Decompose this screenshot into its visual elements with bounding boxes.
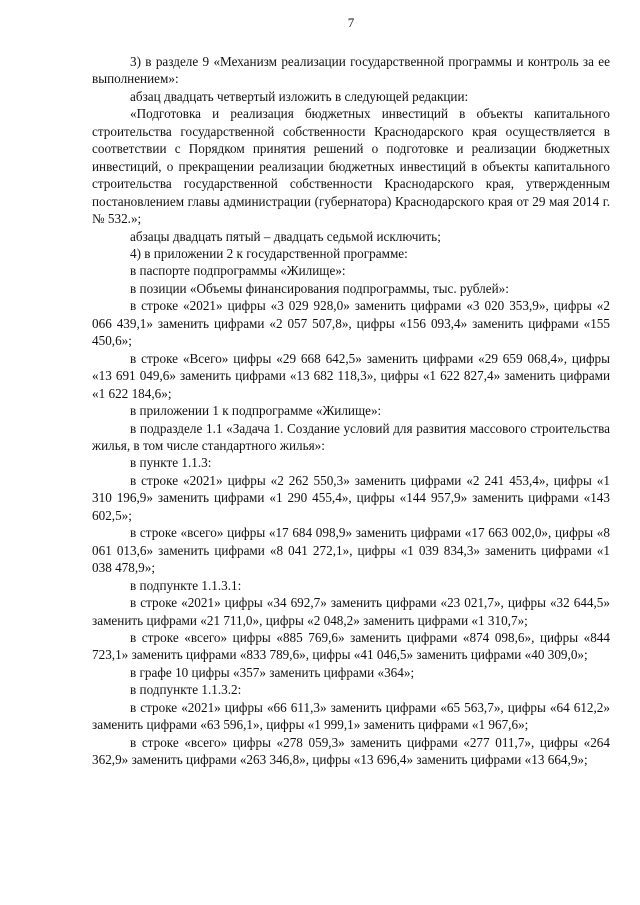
paragraph: в позиции «Объемы финансирования подпрограммы, тыс. рублей»:	[130, 280, 509, 296]
document-page	[92, 14, 610, 769]
paragraph: 4) в приложении 2 к государственной программе:	[130, 245, 408, 261]
paragraph: в паспорте подпрограммы «Жилище»:	[130, 263, 346, 279]
paragraph: в подпункте 1.1.3.1:	[130, 577, 242, 593]
paragraph: абзацы двадцать пятый – двадцать седьмой исключить;	[130, 228, 441, 244]
paragraph: в строке «2021» цифры «2 262 550,3» заменить цифрами «2 241 453,4», цифры «1 310 196,9» заменить цифрами «1 290 455,4», цифры «144 957,9» заменить цифрами «143 602,5»;	[92, 472, 610, 523]
paragraph: 3) в разделе 9 «Механизм реализации государственной программы и контроль за ее выполнением»:	[92, 54, 610, 87]
paragraph: в графе 10 цифры «357» заменить цифрами «364»;	[130, 664, 415, 680]
paragraph: в пункте 1.1.3:	[130, 455, 212, 471]
paragraph: в подпункте 1.1.3.2:	[130, 682, 242, 698]
paragraph: в строке «2021» цифры «34 692,7» заменить цифрами «23 021,7», цифры «32 644,5» заменить цифрами «21 711,0», цифры «2 048,2» заменить цифрами «1 310,7»;	[92, 595, 610, 628]
paragraph: в строке «всего» цифры «278 059,3» заменить цифрами «277 011,7», цифры «264 362,9» заменить цифрами «263 346,8», цифры «13 696,4» заменить цифрами «13 664,9»;	[92, 734, 610, 768]
paragraph: в строке «2021» цифры «66 611,3» заменить цифрами «65 563,7», цифры «64 612,2» заменить цифрами «63 596,1», цифры «1 999,1» заменить цифрами «1 967,6»;	[92, 699, 610, 733]
paragraph: в строке «Всего» цифры «29 668 642,5» заменить цифрами «29 659 068,4», цифры «13 691 049,6» заменить цифрами «13 682 118,3», цифры «1 622 827,4» заменить цифрами «1 622 184,6»;	[92, 350, 610, 401]
paragraph: в строке «всего» цифры «17 684 098,9» заменить цифрами «17 663 002,0», цифры «8 061 013,6» заменить цифрами «8 041 272,1», цифры «1 039 834,3» заменить цифрами «1 038 478,9»;	[92, 525, 610, 576]
paragraph: «Подготовка и реализация бюджетных инвестиций в объекты капитального строительства государственной собственности Краснодарского края осуществляется в соответствии с Порядком принятия решений о подготовке и реализации бюджетных инвестиций, о прекращении реализации бюджетных инвестиций в объекты капитального строительства государственной собственности Краснодарского края, утвержденным постановлением главы администрации (губернатора) Краснодарского края от 29 мая 2014 г. № 532.»;	[92, 106, 610, 227]
document-body	[92, 53, 610, 769]
paragraph: абзац двадцать четвертый изложить в следующей редакции:	[130, 88, 469, 104]
paragraph: в строке «2021» цифры «3 029 928,0» заменить цифрами «3 020 353,9», цифры «2 066 439,1» заменить цифрами «2 057 507,8», цифры «156 093,4» заменить цифрами «155 450,6»;	[92, 298, 610, 349]
paragraph: в строке «всего» цифры «885 769,6» заменить цифрами «874 098,6», цифры «844 723,1» заменить цифрами «833 789,6», цифры «41 046,5» заменить цифрами «40 309,0»;	[92, 629, 610, 663]
page-number: 7	[347, 15, 355, 30]
paragraph: в приложении 1 к подпрограмме «Жилище»:	[130, 403, 382, 419]
paragraph: в подразделе 1.1 «Задача 1. Создание условий для развития массового строительства жилья, в том числе стандартного жилья»:	[92, 420, 610, 453]
